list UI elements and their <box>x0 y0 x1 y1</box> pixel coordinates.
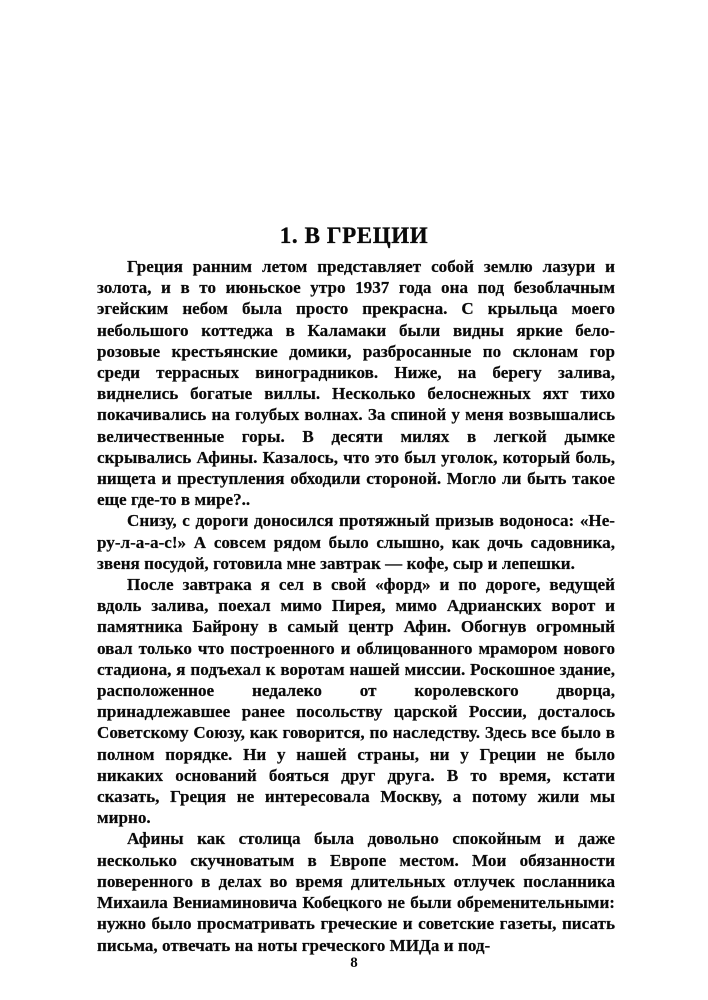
body-paragraph: Афины как столица была довольно спокойным и даже несколько скучноватым в Европе местом. Мои обязанности поверенного в делах во время длительных отлучек посланника Михаила Вениаминовича Кобецкого не были обременительными: нужно было просматривать греческие и советские газеты, писать письма, отвечать на ноты греческого МИДа и под- <box>97 829 615 955</box>
body-paragraph: Снизу, с дороги доносился протяжный призыв водоноса: «Не-ру-л-а-а-с!» А совсем рядом было слышно, как дочь садовника, звеня посудой, готовила мне завтрак — кофе, сыр и лепешки. <box>97 511 615 573</box>
body-paragraph: После завтрака я сел в свой «форд» и по дороге, ведущей вдоль залива, поехал мимо Пирея, мимо Адрианских ворот и памятника Байрону в самый центр Афин. Обогнув огромный овал только что построенного и облицованного мрамором нового стадиона, я подъехал к воротам нашей миссии. Роскошное здание, расположенное недалеко от королевского дворца, принадлежавшее ранее посольству царской России, досталось Советскому Союзу, как говорится, по наследству. Здесь все было в полном порядке. Ни у нашей страны, ни у Греции не было никаких оснований бояться друг друга. В то время, кстати сказать, Греция не интересовала Москву, а потому жили мы мирно. <box>97 575 615 828</box>
body-paragraph: Греция ранним летом представляет собой землю лазури и золота, и в то июньское утро 1937 года она под безоблачным эгейским небом была просто прекрасна. С крыльца моего небольшого коттеджа в Каламаки были видны яркие бело-розовые крестьянские домики, разбросанные по склонам гор среди террасных виноградников. Ниже, на берегу залива, виднелись богатые виллы. Несколько белоснежных яхт тихо покачивались на голубых волнах. За спиной у меня возвышались величественные горы. В десяти милях в легкой дымке скрывались Афины. Казалось, что это был уголок, который боль, нищета и преступления обходили стороной. Могло ли быть такое еще где-то в мире?.. <box>97 257 615 510</box>
body-text-column <box>97 256 615 956</box>
page-number: 8 <box>350 955 358 971</box>
chapter-title: 1. В ГРЕЦИИ <box>279 223 429 249</box>
